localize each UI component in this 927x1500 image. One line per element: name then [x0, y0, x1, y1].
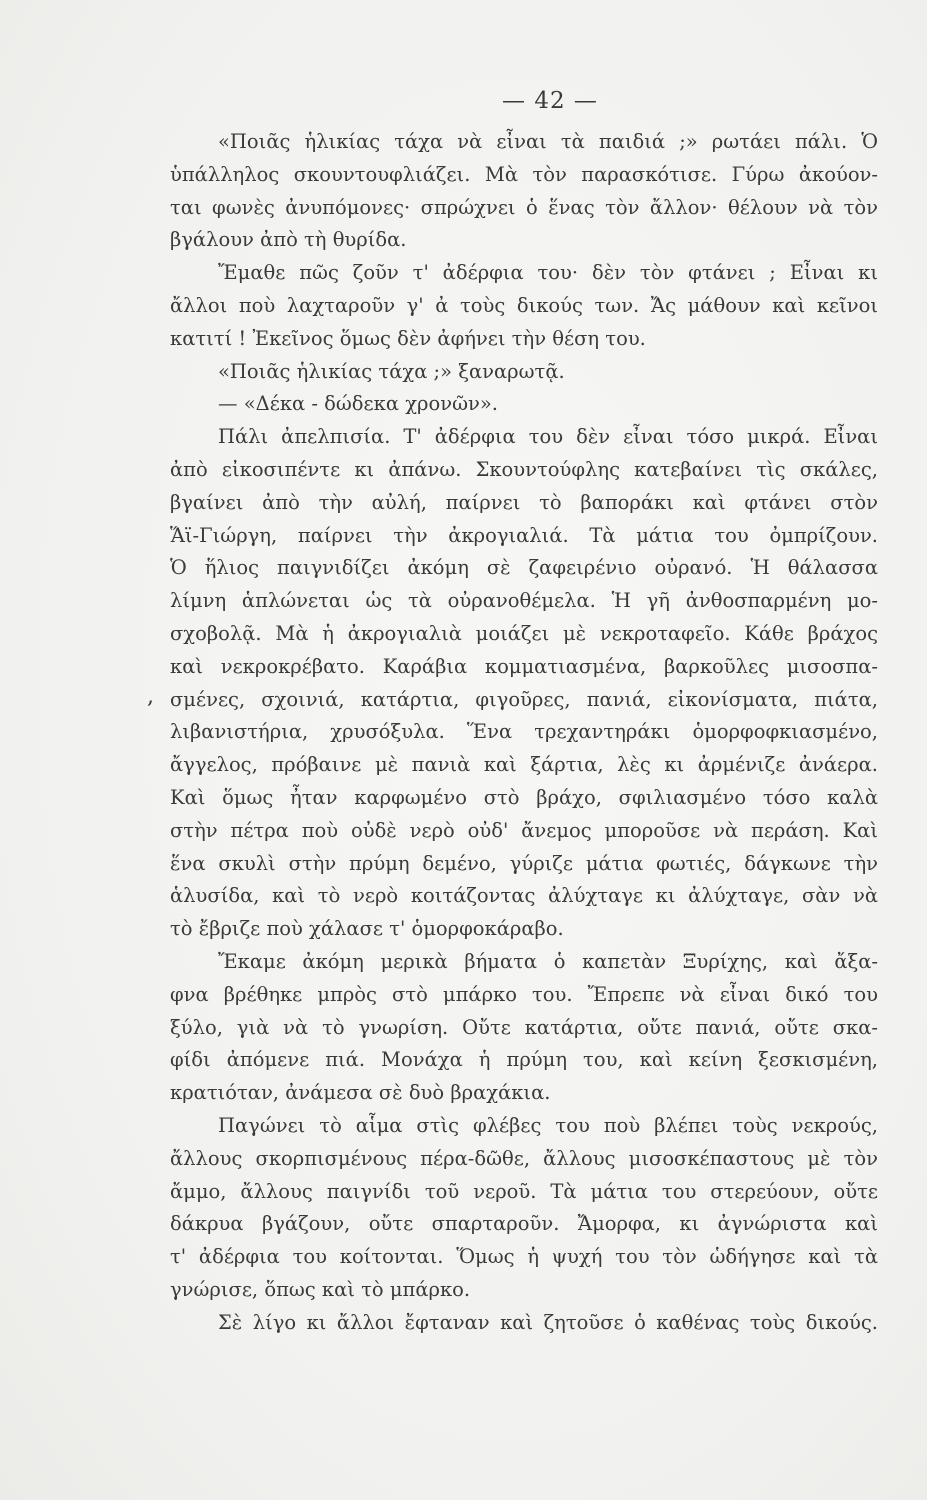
text-line: βγάλουν ἀπὸ τὴ θυρίδα. [170, 228, 407, 252]
text-line: κατιτί ! Ἐκεῖνος ὅμως δὲν ἀφήνει τὴν θέση του. [170, 326, 646, 350]
text-line: κρατιόταν, ἀνάμεσα σὲ δυὸ βραχάκια. [170, 1081, 551, 1105]
text-line: φίδι ἀπόμενε πιά. Μονάχα ἡ πρύμη του, καὶ κείνη ξεσκισμένη, [170, 1048, 878, 1072]
text-line: λιβανιστήρια, χρυσόξυλα. Ἕνα τρεχαντηράκι ὁμορφοφκιασμένο, [170, 720, 878, 744]
text-line: Ἔμαθε πῶς ζοῦν τ' ἀδέρφια του· δὲν τὸν φτάνει ; Εἶναι κι [218, 261, 878, 285]
text-line: ἄμμο, ἄλλους παιγνίδι τοῦ νεροῦ. Τὰ μάτια του στερεύουν, οὔτε [170, 1179, 878, 1203]
text-line: σχοβολᾷ. Μὰ ἡ ἀκρογιαλιὰ μοιάζει μὲ νεκροταφεῖο. Κάθε βράχος [170, 621, 878, 645]
margin-mark: , [147, 684, 154, 709]
text-line: Ὁ ἥλιος παιγνιδίζει ἀκόμη σὲ ζαφειρένιο οὐρανό. Ἡ θάλασσα [170, 556, 878, 580]
text-line: τ' ἀδέρφια του κοίτονται. Ὅμως ἡ ψυχή του τὸν ὡδήγησε καὶ τὰ [170, 1245, 878, 1269]
text-line: «Ποιᾶς ἡλικίας τάχα νὰ εἶναι τὰ παιδιά ;» ρωτάει πάλι. Ὁ [218, 130, 878, 153]
text-line: λίμνη ἁπλώνεται ὡς τὰ οὐρανοθέμελα. Ἡ γῆ ἀνθοσπαρμένη μο- [170, 589, 878, 613]
text-line: ἀπὸ εἰκοσιπέντε κι ἀπάνω. Σκουντούφλης κατεβαίνει τὶς σκάλες, [170, 457, 878, 481]
text-line: γνώρισε, ὅπως καὶ τὸ μπάρκο. [170, 1277, 471, 1301]
text-line: βγαίνει ἀπὸ τὴν αὐλή, παίρνει τὸ βαποράκι καὶ φτάνει στὸν [170, 490, 878, 514]
text-line: δάκρυα βγάζουν, οὔτε σπαρταροῦν. Ἄμορφα, κι ἀγνώριστα καὶ [170, 1212, 878, 1236]
text-line: «Ποιᾶς ἡλικίας τάχα ;» ξαναρωτᾷ. [218, 359, 565, 383]
text-line: Παγώνει τὸ αἷμα στὶς φλέβες του ποὺ βλέπει τοὺς νεκρούς, [218, 1113, 878, 1137]
text-line: Σὲ λίγο κι ἄλλοι ἔφταναν καὶ ζητοῦσε ὁ καθένας τοὺς δικούς. [218, 1310, 878, 1334]
text-line: ἄλλοι ποὺ λαχταροῦν γ' ἀ τοὺς δικούς των. Ἄς μάθουν καὶ κεῖνοι [170, 293, 878, 317]
text-line: Ἅϊ-Γιώργη, παίρνει τὴν ἀκρογιαλιά. Τὰ μάτια του ὀμπρίζουν. [170, 523, 878, 547]
text-line: — «Δέκα - δώδεκα χρονῶν». [218, 392, 498, 416]
text-line: Ἔκαμε ἀκόμη μερικὰ βήματα ὁ καπετὰν Ξυρίχης, καὶ ἄξα- [218, 949, 878, 973]
text-line: ἄγγελος, πρόβαινε μὲ πανιὰ καὶ ξάρτια, λὲς κι ἀρμένιζε ἀνάερα. [170, 753, 878, 777]
text-line: τὸ ἔβριζε ποὺ χάλασε τ' ὁμορφοκάραβο. [170, 917, 564, 941]
text-line: ξύλο, γιὰ νὰ τὸ γνωρίση. Οὔτε κατάρτια, οὔτε πανιά, οὔτε σκα- [170, 1015, 878, 1039]
body-text [170, 126, 878, 1339]
text-line: ὑπάλληλος σκουντουφλιάζει. Μὰ τὸν παρασκότισε. Γύρω ἀκούον- [170, 162, 878, 186]
text-line: Καὶ ὅμως ἦταν καρφωμένο στὸ βράχο, σφιλιασμένο τόσο καλὰ [170, 785, 878, 809]
text-line: σμένες, σχοινιά, κατάρτια, φιγοῦρες, πανιά, εἰκονίσματα, πιάτα, [170, 687, 878, 711]
text-line: ται φωνὲς ἀνυπόμονες· σπρώχνει ὁ ἕνας τὸν ἄλλον· θέλουν νὰ τὸν [170, 195, 878, 219]
text-line: καὶ νεκροκρέβατο. Καράβια κομματιασμένα, βαρκοῦλες μισοσπα- [170, 654, 878, 678]
text-line: ἄλλους σκορπισμένους πέρα-δῶθε, ἄλλους μισοσκέπαστους μὲ τὸν [170, 1146, 878, 1170]
text-line: ἕνα σκυλὶ στὴν πρύμη δεμένο, γύριζε μάτια φωτιές, δάγκωνε τὴν [170, 851, 878, 875]
text-line: στὴν πέτρα ποὺ οὐδὲ νερὸ οὐδ' ἄνεμος μποροῦσε νὰ περάση. Καὶ [170, 818, 878, 842]
text-line: φνα βρέθηκε μπρὸς στὸ μπάρκο του. Ἔπρεπε νὰ εἶναι δικό του [170, 982, 878, 1006]
page-number: — 42 — [502, 88, 598, 114]
text-line: Πάλι ἀπελπισία. Τ' ἀδέρφια του δὲν εἶναι τόσο μικρά. Εἶναι [218, 425, 878, 449]
text-line: ἁλυσίδα, καὶ τὸ νερὸ κοιτάζοντας ἀλύχταγε κι ἀλύχταγε, σὰν νὰ [170, 884, 878, 908]
